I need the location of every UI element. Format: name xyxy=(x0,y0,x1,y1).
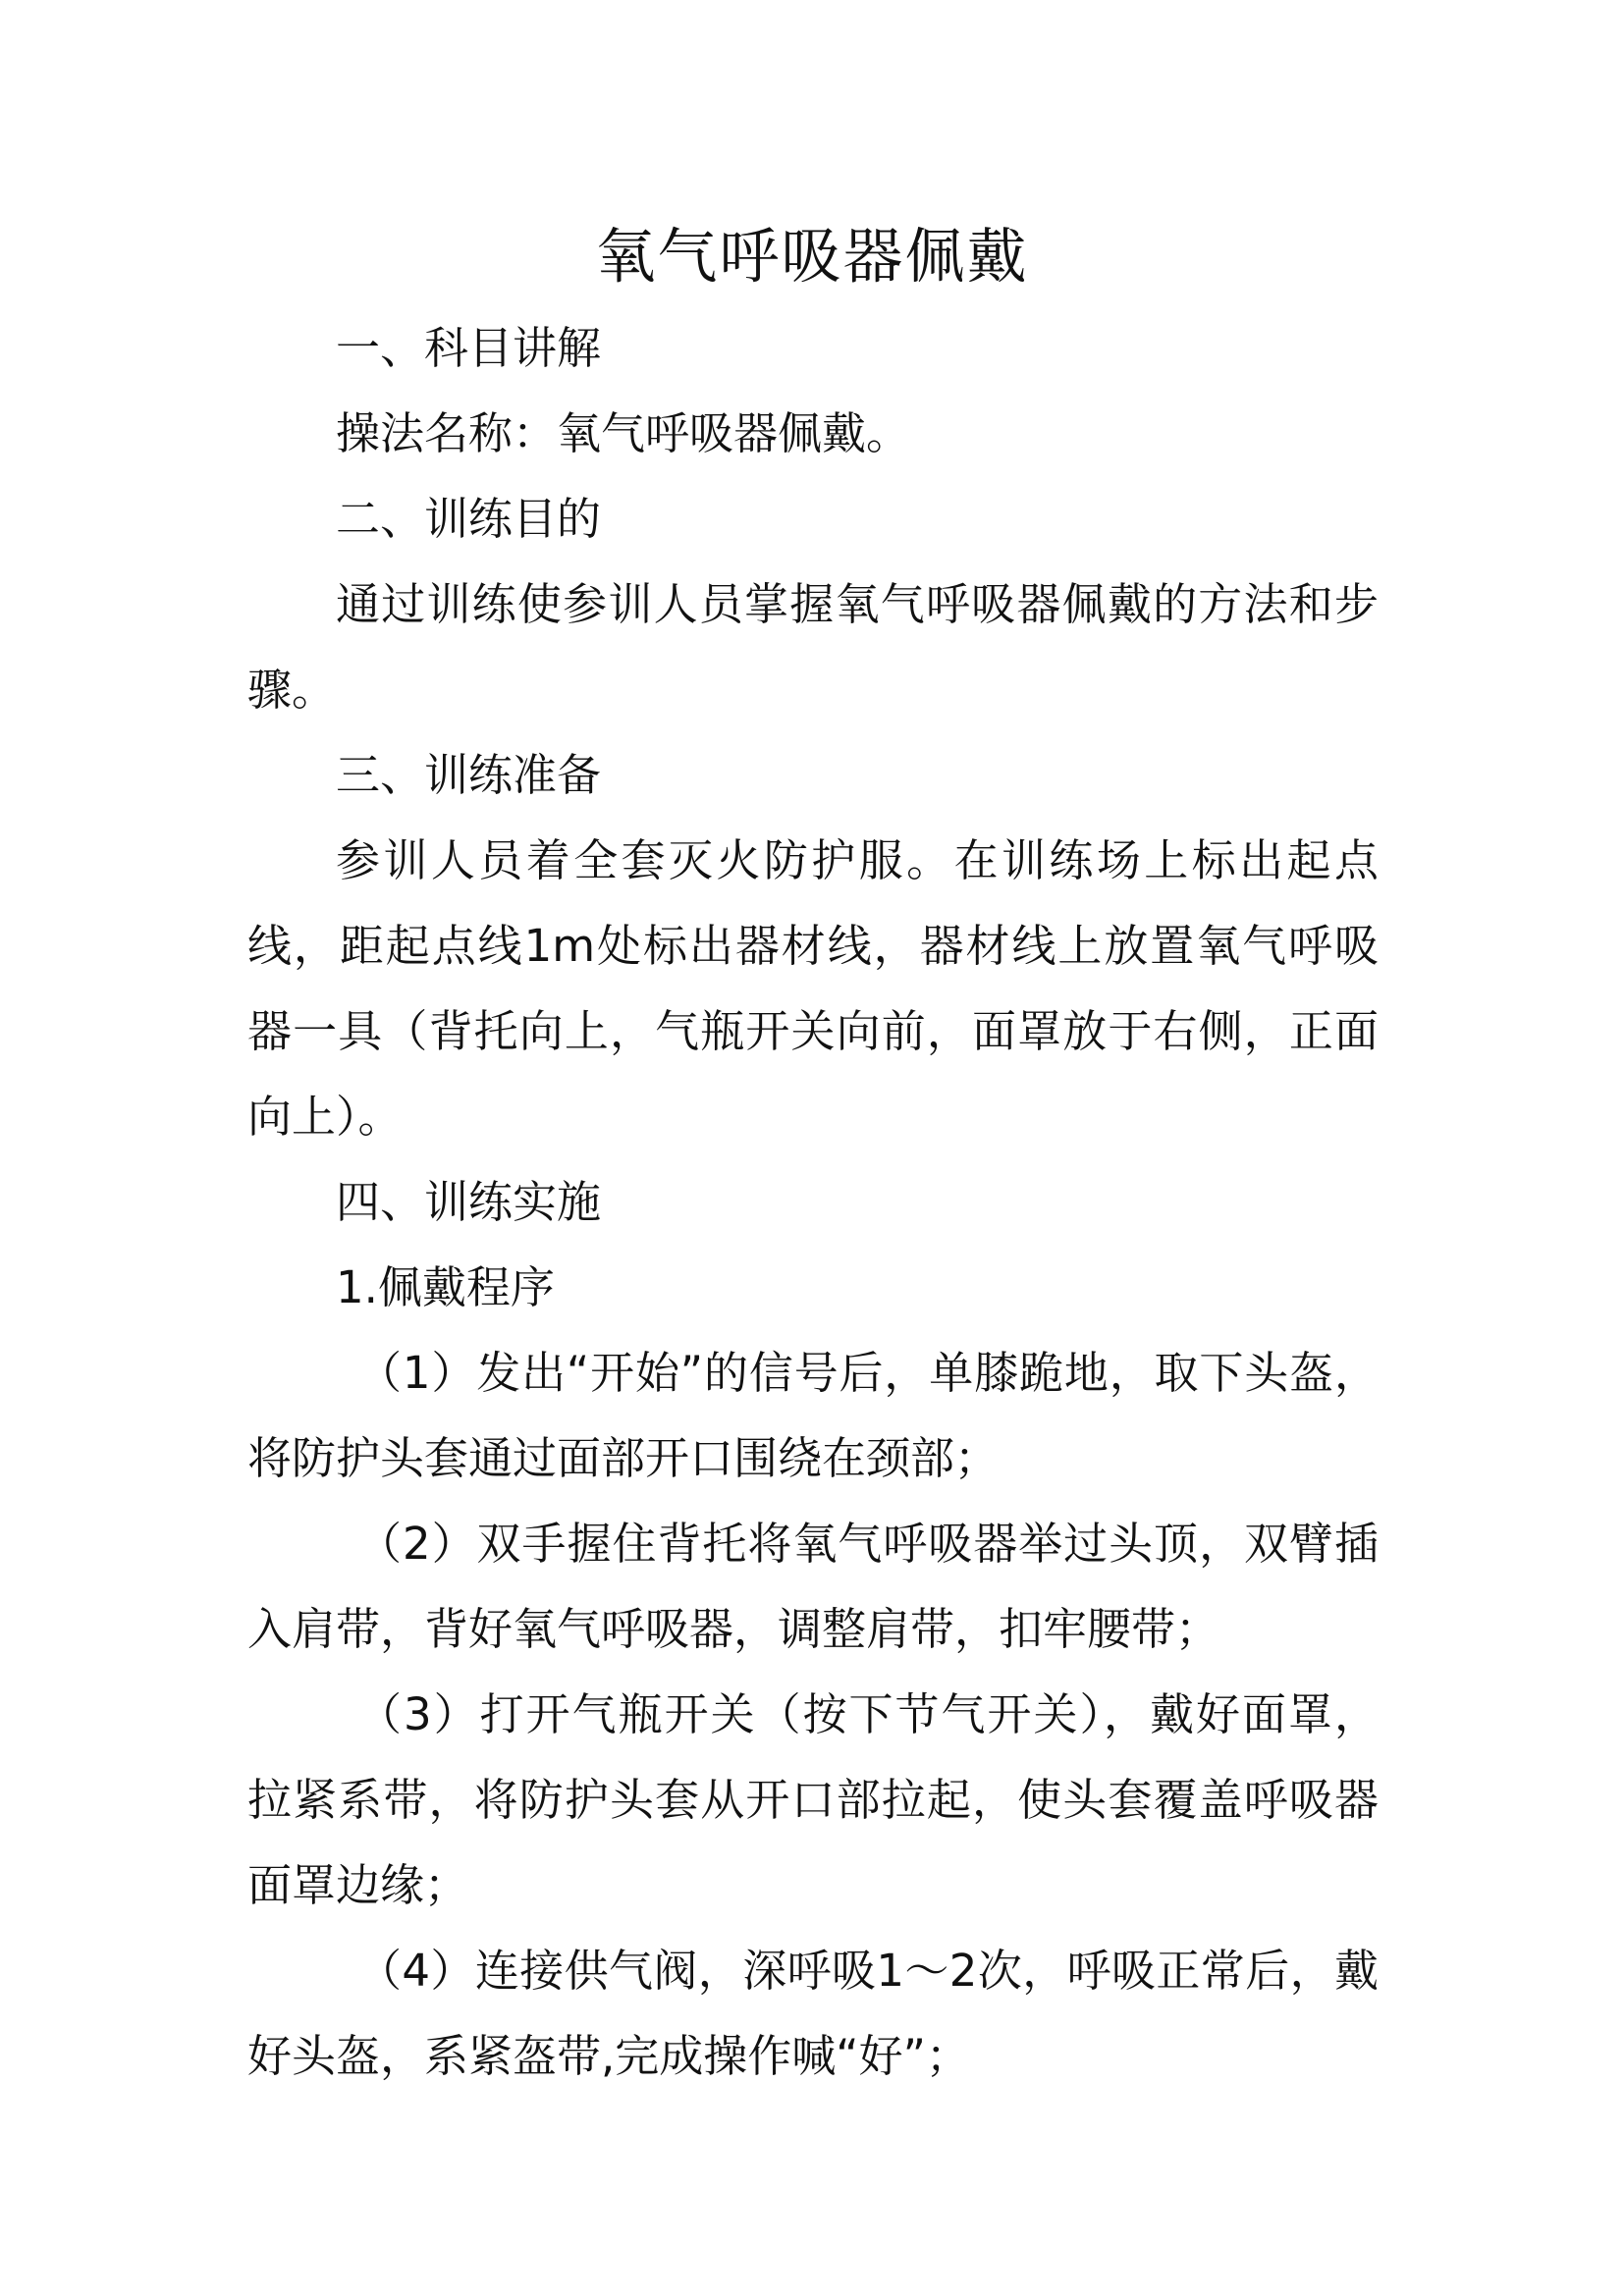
preparation-paragraph: 参训人员着全套灭火防护服。在训练场上标出起点线，距起点线1m处标出器材线，器材线上放置氧气呼吸器一具（背托向上，气瓶开关向前，面罩放于右侧，正面向上）。 xyxy=(247,834,1379,1143)
step-4-paragraph: （4）连接供气阀，深呼吸1～2次，呼吸正常后，戴好头盔，系紧盔带,完成操作喊“好”； xyxy=(247,1945,1379,2082)
subsection-heading: 1.佩戴程序 xyxy=(336,1261,555,1313)
section-heading-2: 二、训练目的 xyxy=(336,493,602,545)
step-1-paragraph: （1）发出“开始”的信号后，单膝跪地，取下头盔，将防护头套通过面部开口围绕在颈部； xyxy=(247,1347,1379,1484)
drill-name-paragraph: 操法名称：氧气呼吸器佩戴。 xyxy=(336,407,911,459)
section-heading-4: 四、训练实施 xyxy=(336,1176,602,1228)
step-2-paragraph: （2）双手握住背托将氧气呼吸器举过头顶，双臂插入肩带，背好氧气呼吸器，调整肩带，扣牢腰带； xyxy=(247,1518,1379,1655)
document-body xyxy=(247,305,1379,2099)
page-title: 氧气呼吸器佩戴 xyxy=(595,222,1029,292)
section-heading-3: 三、训练准备 xyxy=(336,749,602,801)
step-3-paragraph: （3）打开气瓶开关（按下节气开关），戴好面罩，拉紧系带，将防护头套从开口部拉起，使头套覆盖呼吸器面罩边缘； xyxy=(247,1688,1379,1911)
section-heading-1: 一、科目讲解 xyxy=(336,322,602,374)
purpose-paragraph: 通过训练使参训人员掌握氧气呼吸器佩戴的方法和步骤。 xyxy=(247,578,1379,716)
